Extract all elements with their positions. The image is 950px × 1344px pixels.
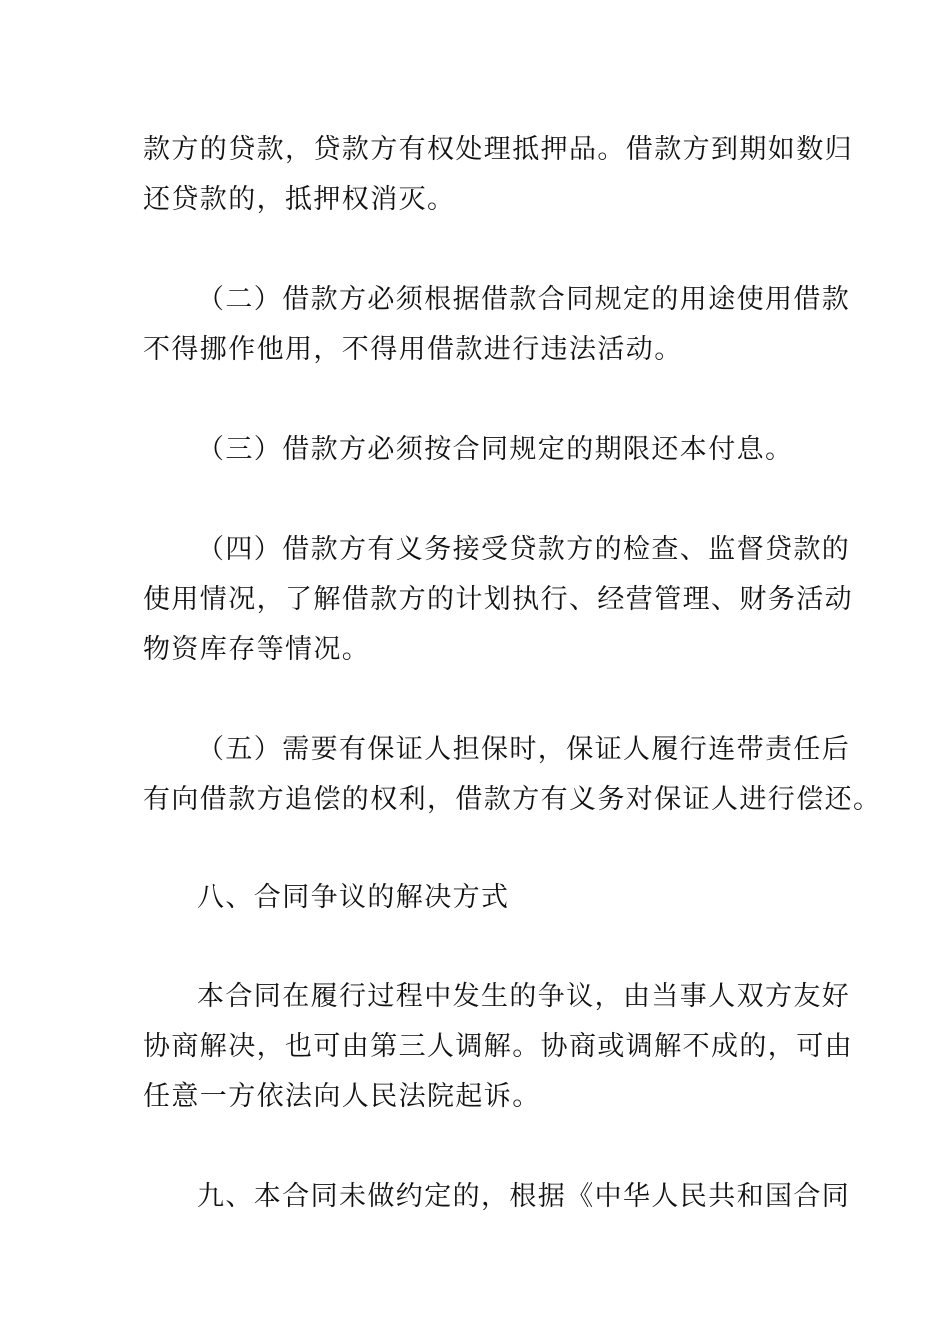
paragraph-line: （五）需要有保证人担保时，保证人履行连带责任后 xyxy=(197,734,851,765)
paragraph-line: 还贷款的，抵押权消灭。 xyxy=(143,184,456,215)
paragraph-line: 协商解决，也可由第三人调解。协商或调解不成的，可由 xyxy=(143,1031,853,1062)
paragraph-line: 任意一方依法向人民法院起诉。 xyxy=(143,1081,541,1112)
paragraph-line: （二）借款方必须根据借款合同规定的用途使用借款 xyxy=(197,284,851,315)
section-heading: 八、合同争议的解决方式 xyxy=(197,882,510,913)
paragraph-line: 使用情况，了解借款方的计划执行、经营管理、财务活动 xyxy=(143,584,853,615)
paragraph-line: 物资库存等情况。 xyxy=(143,634,371,665)
paragraph-line: （四）借款方有义务接受贷款方的检查、监督贷款的 xyxy=(197,534,851,565)
paragraph-line: 九、本合同未做约定的，根据《中华人民共和国合同 xyxy=(197,1181,851,1212)
paragraph-line: 有向借款方追偿的权利，借款方有义务对保证人进行偿还。 xyxy=(143,784,882,815)
paragraph-line: 款方的贷款，贷款方有权处理抵押品。借款方到期如数归 xyxy=(143,134,853,165)
paragraph-line: （三）借款方必须按合同规定的期限还本付息。 xyxy=(197,434,794,465)
paragraph-line: 不得挪作他用，不得用借款进行违法活动。 xyxy=(143,334,683,365)
paragraph-line: 本合同在履行过程中发生的争议，由当事人双方友好 xyxy=(197,981,851,1012)
